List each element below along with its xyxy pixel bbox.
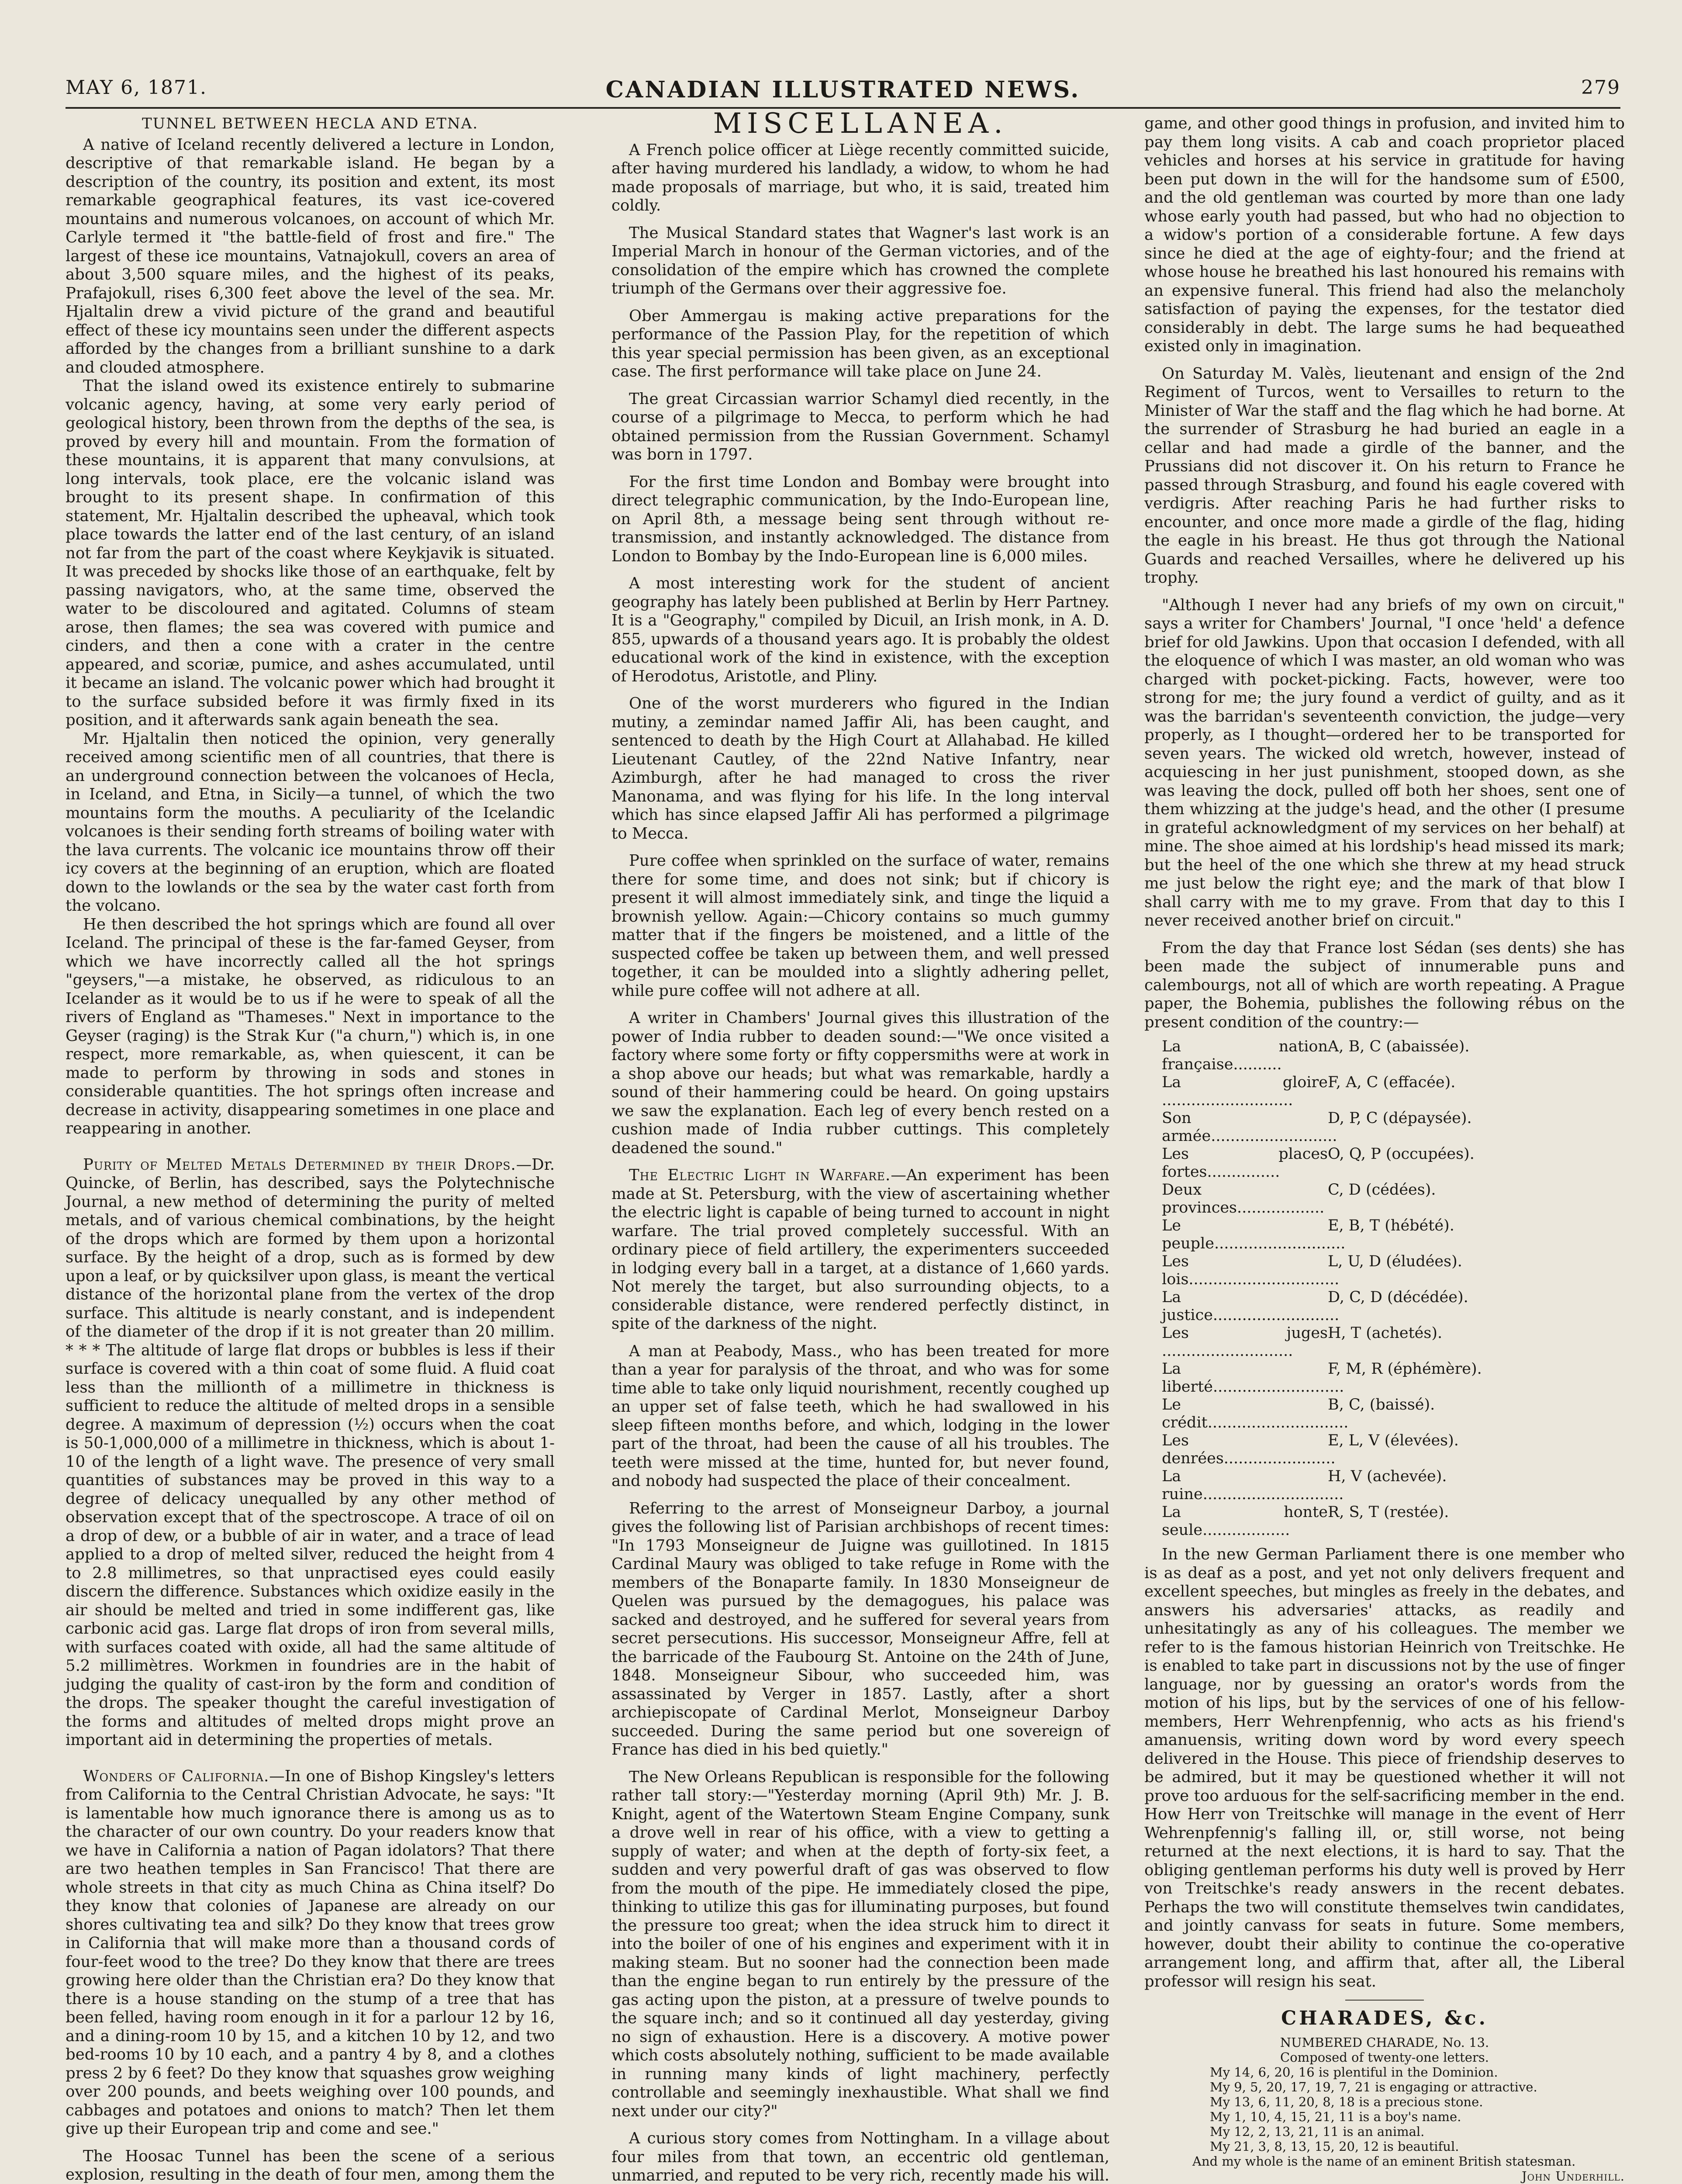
purity-title: Purity of Melted Metals Determined by their Drops. xyxy=(83,1155,516,1174)
column-3 xyxy=(1144,114,1625,2184)
rebus-phrase: La gloire ........................... xyxy=(1162,1074,1328,1109)
tunnel-paragraph-2: That the island owed its existence entirely to submarine volcanic agency, having, at some very early period of geological history, been thrown from the depths of the sea, is proved by every hill and mountain. From the formation of these mountains, it is apparent that many convulsions, at long intervals, took place, ere the volcanic island was brought to its present shape. In confirmation of this statement, Mr. Hjaltalin described the upheaval, which took place towards the latter end of the last century, of an island not far from the part of the coast where Keykjavik is situated. It was preceded by shocks like those of an earthquake, felt by passing navigators, who, at the same time, observed the water to be discoloured and agitated. Columns of steam arose, then flames; the sea was covered with pumice and cinders, and then a cone with a crater in the centre appeared, and scoriæ, pumice, and ashes accumulated, until it became an island. The volcanic power which had brought it to the surface subsided before it was firmly fixed in its position, and it afterwards sank again beneath the sea. xyxy=(66,377,555,729)
tunnel-paragraph-4: He then described the hot springs which are found all over Iceland. The principal of these is the far-famed Geyser, from which we have incorrectly called all the hot springs "geysers,"—a mistake, he observed, as ridiculous to an Icelander as it would be to us if he were to speak of all the rivers of England as "Thameses." Next in importance to the Geyser (raging) is the Strak Kur ("a churn,") which is, in one respect, more remarkable, as, when quiescent, it can be made to perform by throwing in sods and stones in considerable quantities. The hot springs often increase and decrease in activity, disappearing sometimes in one place and reappearing in another. xyxy=(66,915,555,1137)
rebus-letters: E, L, V (élevées). xyxy=(1328,1432,1459,1449)
hoosac-article: The Hoosac Tunnel has been the scene of a serious explosion, resulting in the death of four men, among them the xyxy=(66,2147,555,2184)
col3-paragraph-3: "Although I never had any briefs of my own on circuit," says a writer for Chambers' Journal, "I once 'held' a defence brief for old Jawkins. Upon that occasion I defended, with all the eloquence of which I was master, an old woman who was charged with pocket-picking. Facts, however, were too strong for me; the jury found a verdict of guilty, and as it was the barridan's seventeenth conviction, the judge—very properly, as I thought—ordered her to be transported for seven years. The wicked old wretch, however, instead of acquiescing in her just punishment, stooped down, as she was leaving the dock, pulled off both her shoes, sent one of them whizzing at the judge's head, and the other (I presume in grateful acknowledgment of my services on her behalf) at mine. The shoe aimed at his lordship's head missed its mark; but the heel of the one which she threw at my head struck me just below the right eye; and the mark of that blow I shall carry with me to my grave. From that day to this I never received another brief on circuit." xyxy=(1144,596,1625,930)
rebus-phrase: Deux provinces.................. xyxy=(1162,1181,1325,1216)
rebus-letters: F, M, R (éphémère). xyxy=(1328,1360,1482,1378)
rebus-phrase: La nation française.......... xyxy=(1162,1038,1328,1073)
rebus-row xyxy=(1162,1289,1625,1324)
rebus-letters: O, Q, P (occupées). xyxy=(1328,1145,1475,1163)
rebus-row xyxy=(1162,1253,1625,1289)
rebus-row xyxy=(1162,1217,1625,1253)
electric-light-title: The Electric Light in Warfare. xyxy=(629,1166,891,1184)
rebus-row xyxy=(1162,1038,1625,1074)
charade-line: My 21, 3, 8, 13, 15, 20, 12 is beautiful. xyxy=(1210,2139,1459,2154)
rebus-row xyxy=(1162,1432,1625,1468)
charades-heading: CHARADES, &c. xyxy=(1281,2007,1488,2029)
charade-line: My 12, 2, 13, 21, 11 is an animal. xyxy=(1210,2124,1425,2139)
rebus-phrase: Les places fortes............... xyxy=(1162,1145,1328,1181)
wonders-title: Wonders of California. xyxy=(83,1767,269,1785)
rebus-letters: L, U, D (éludées). xyxy=(1328,1253,1462,1270)
rebus-phrase: La justice.......................... xyxy=(1162,1289,1340,1324)
header-page-number: 279 xyxy=(1581,76,1620,99)
rebus-letters: D, P, C (dépaysée). xyxy=(1328,1109,1472,1127)
wonders-article xyxy=(66,1767,555,2139)
rebus-phrase: Le crédit............................. xyxy=(1162,1396,1349,1431)
misc-paragraph-7: One of the worst murderers who figured in the Indian mutiny, a zemindar named Jaffir Ali, has been caught, and sentenced to death by the High Court at Allahabad. He killed Lieutenant Cautley, of the 22nd Native Infantry, near Azimburgh, after he had managed to cross the river Manonama, and was flying for his life. In the long interval which has since elapsed Jaffir Ali has performed a pilgrimage to Mecca. xyxy=(611,695,1109,843)
rebus-row xyxy=(1162,1324,1625,1360)
rebus-letters: H, T (achetés). xyxy=(1328,1324,1443,1342)
charade-line: My 1, 10, 4, 15, 21, 11 is a boy's name. xyxy=(1210,2109,1461,2124)
rebus-phrase: La honte seule.................. xyxy=(1162,1503,1328,1539)
rebus-row xyxy=(1162,1503,1625,1539)
rebus-row xyxy=(1162,1145,1625,1181)
rebus-letters: R, S, T (restée). xyxy=(1328,1503,1449,1521)
miscellanea-title: MISCELLANEA. xyxy=(713,107,1008,140)
rebus-phrase: Son armée.......................... xyxy=(1162,1109,1337,1145)
rebus-row xyxy=(1162,1468,1625,1503)
page-header xyxy=(66,76,1620,109)
rebus-phrase: La ruine............................. xyxy=(1162,1468,1344,1503)
column-2 xyxy=(611,107,1109,2184)
rebus-phrase: Les denrées....................... xyxy=(1162,1432,1336,1467)
misc-paragraph-9: A writer in Chambers' Journal gives this illustration of the power of India rubber to deaden sound:—"We once visited a factory where some forty or fifty coppersmiths were at work in a shop above our heads; but what was remarkable, hardly a sound of their hammering could be heard. On going upstairs we saw the explanation. Each leg of every bench rested on a cushion made of India rubber cuttings. This completely deadened the sound." xyxy=(611,1009,1109,1157)
charade-13-subtitle: Composed of twenty-one letters. xyxy=(1280,2049,1489,2065)
rebus-phrase: Les juges ........................... xyxy=(1162,1324,1328,1360)
tunnel-title: TUNNEL BETWEEN HECLA AND ETNA. xyxy=(142,115,479,132)
misc-paragraph-8: Pure coffee when sprinkled on the surface of water, remains there for some time, and does not sink; but if chicory is present it will almost immediately sink, and tinge the liquid a brownish yellow. Again:—Chicory contains so much gummy matter that if the fingers be moistened, and a little of the suspected coffee be taken up between them, and well pressed together, it can be moulded into a slightly adhering pellet, while pure coffee will not adhere at all. xyxy=(611,852,1109,1000)
misc-paragraph-1: A French police officer at Liège recently committed suicide, after having murdered his landlady, a widow, to whom he had made proposals of marriage, but who, it is said, treated him coldly. xyxy=(611,141,1109,214)
charade-13-signature: John Underhill. xyxy=(1522,2168,1625,2184)
misc-paragraph-6: A most interesting work for the student of ancient geography has lately been published at Berlin by Herr Partney. It is a "Geography," compiled by Dicuil, an Irish monk, in A. D. 855, upwards of a thousand years ago. It is probably the oldest educational work of the kind in existence, with the exception of Herodotus, Aristotle, and Pliny. xyxy=(611,574,1109,685)
rebus-letters: A, B, C (abaissée). xyxy=(1328,1038,1470,1055)
electric-light-article xyxy=(611,1166,1109,1334)
divider xyxy=(1345,2000,1424,2001)
col3-paragraph-4: From the day that France lost Sédan (ses dents) she has been made the subject of innumerable puns and calembourgs, not all of which are worth repeating. A Prague paper, the Bohemia, publishes the following rébus on the present condition of the country:— xyxy=(1144,939,1625,1031)
rebus-letters: F, A, C (effacée). xyxy=(1328,1074,1456,1091)
charade-line: My 14, 6, 20, 16 is plentiful in the Dominion. xyxy=(1210,2064,1498,2080)
misc-paragraph-12: Referring to the arrest of Monseigneur Darboy, a journal gives the following list of Parisian archbishops of recent times: "In 1793 Monseigneur de Juigne was guillotined. In 1815 Cardinal Maury was obliged to take refuge in Rome with the members of the Bonaparte family. In 1830 Monseigneur de Quelen was pursued by the demagogues, his palace was sacked and destroyed, and he suffered for several years from secret persecutions. His successor, Monseigneur Affre, fell at the barricade of the Faubourg St. Antoine on the 24th of June, 1848. Monseigneur Sibour, who succeeded him, was assassinated by Verger in 1857. Lastly, after a short archiepiscopate of Cardinal Merlot, Monseigneur Darboy succeeded. During the same period but one sovereign of France has died in his bed quietly." xyxy=(611,1499,1109,1759)
rebus-phrase: La liberté........................... xyxy=(1162,1360,1344,1396)
rebus-letters: D, C, D (décédée). xyxy=(1328,1289,1468,1306)
purity-body: —Dr. Quincke, of Berlin, has described, says the Polytechnische Journal, a new method of determining the purity of melted metals, and of various chemical combinations, by the height of the drops which are formed by them upon a horizontal surface. By the height of a drop, such as is formed by dew upon a leaf, or by quicksilver upon glass, is meant the vertical distance of the horizontal plane from the vertex of the drop surface. This altitude is nearly constant, and is independent of the diameter of the drop if it is not greater than 20 millim. * * * The altitude of large flat drops or bubbles is less if their surface is covered with a thin coat of some fluid. A fluid coat less than the millionth of a millimetre in thickness is sufficient to reduce the altitude of melted drops in a sensible degree. A maximum of depression (½) occurs when the coat is 50-1,000,000 of a millimetre in thickness, which is about 1-10 of the length of a light wave. The presence of very small quantities of substances may be proved in this way to a degree of delicacy unequalled by any other method of observation except that of the spectroscope. A trace of oil on a drop of dew, or a bubble of air in water, and a trace of lead applied to a drop of melted silver, reduced the height from 4 to 2.8 millimetres, so that unpractised eyes could easily discern the difference. Substances which oxidize easily in the air should be melted and tried in some indifferent gas, like carbonic acid gas. Large flat drops of iron from several mills, with surfaces coated with oxide, all had the same altitude of 5.2 millimètres. Workmen in foundries are in the habit of judging the quality of cast-iron by the form and condition of the drops. The speaker thought the careful investigation of the forms and altitudes of melted drops might prove an important aid in determining the properties of metals. xyxy=(66,1155,555,1749)
header-date: MAY 6, 1871. xyxy=(66,76,207,99)
tunnel-paragraph-1: A native of Iceland recently delivered a lecture in London, descriptive of that remarkable island. He began by a description of the country, its position and extent, its most remarkable geographical features, its vast ice-covered mountains and numerous volcanoes, on account of which Mr. Carlyle termed it "the battle-field of frost and fire." The largest of these ice mountains, Vatnajokull, covers an area of about 3,500 square miles, and the highest of its peaks, Prafajokull, rises 6,300 feet above the level of the sea. Mr. Hjaltalin drew a vivid picture of the grand and beautiful effect of these icy mountains seen under the different aspects afforded by the changes from a brilliant sunshine to a dark and clouded atmosphere. xyxy=(66,135,555,377)
rebus-letters: E, B, T (hébété). xyxy=(1328,1217,1454,1234)
misc-paragraph-11: A man at Peabody, Mass., who has been treated for more than a year for paralysis of the throat, and who was for some time able to take only liquid nourishment, recently coughed up an upper set of false teeth, which he had swallowed in his sleep fifteen months before, and which, lodging in the lower part of the throat, had been the cause of all his troubles. The teeth were missed at the time, hunted for, but never found, and nobody had suspected the place of their concealment. xyxy=(611,1342,1109,1490)
rebus-row xyxy=(1162,1074,1625,1109)
charade-line: My 9, 5, 20, 17, 19, 7, 21 is engaging or attractive. xyxy=(1210,2079,1537,2094)
misc-paragraph-4: The great Circassian warrior Schamyl died recently, in the course of a pilgrimage to Mecca, to perform which he had obtained permission from the Russian Government. Schamyl was born in 1797. xyxy=(611,390,1109,463)
misc-paragraph-13: The New Orleans Republican is responsible for the following rather tall story:—"Yesterday morning (April 9th) Mr. J. B. Knight, agent of the Watertown Steam Engine Company, sunk a drove well in rear of his office, with a view to getting a supply of water; and when at the depth of forty-six feet, a sudden and very powerful draft of gas was observed to flow from the mouth of the pipe. He immediately closed the pipe, thinking to utilize this gas for illuminating purposes, but found the pressure too great; when the idea struck him to direct it into the boiler of one of his engines and experiment with it in making steam. But no sooner had the connection been made than the engine began to run entirely by the pressure of the gas acting upon the piston, at a pressure of twelve pounds to the square inch; and so it continued all day yesterday, giving no sign of exhaustion. Here is a discovery. A motive power which costs absolutely nothing, sufficient to be made available in running many kinds of light machinery, perfectly controllable and seemingly inexhaustible. What shall we find next under our city?" xyxy=(611,1768,1109,2120)
header-title: CANADIAN ILLUSTRATED NEWS. xyxy=(605,76,1081,103)
rebus-letters: H, V (achevée). xyxy=(1328,1468,1447,1485)
column-1 xyxy=(66,114,555,2184)
rebus-letters: C, D (cédées). xyxy=(1328,1181,1436,1199)
misc-paragraph-14: A curious story comes from Nottingham. In a village about four miles from that town, an eccentric old gentleman, unmarried, and reputed to be very rich, recently made his will. xyxy=(611,2129,1109,2184)
rebus-letters: B, C, (baissé). xyxy=(1328,1396,1435,1413)
misc-paragraph-5: For the first time London and Bombay were brought into direct telegraphic communication, by the Indo-European line, on April 8th, a message being sent through without re-transmission, and instantly acknowledged. The distance from London to Bombay by the Indo-European line is 6,000 miles. xyxy=(611,473,1109,565)
col3-paragraph-5: In the new German Parliament there is one member who is as deaf as a post, and yet not only delivers frequent and excellent speeches, but mingles as freely in the debates, and answers his adversaries' attacks, as readily and unhesitatingly as any of his colleagues. The member we refer to is the famous historian Heinrich von Treitschke. He is enabled to take part in discussions not by the use of finger language, nor by guessing an orator's words from the motion of his lips, but by the services of one of his fellow-members, Herr Wehrenpfennig, who acts as his friend's amanuensis, writing down word by word every speech delivered in the House. This piece of friendship deserves to be admired, but it may be questioned whether it will not prove too arduous for the self-sacrificing member in the end. How Herr von Treitschke will manage in the event of Herr Wehrenpfennig's falling ill, or, still worse, not being returned at the next elections, it is hard to say. That the obliging gentleman performs his duty well is proved by Herr von Treitschke's ready answers in the recent debates. Perhaps the two will constitute themselves twin candidates, and jointly canvass for seats in future. Some members, however, doubt their ability to continue the co-operative arrangement long, and affirm that, after all, the Liberal professor will resign his seat. xyxy=(1144,1545,1625,1990)
misc-paragraph-3: Ober Ammergau is making active preparations for the performance of the Passion Play, for the repetition of which this year special permission has been given, as an exceptional case. The first performance will take place on June 24. xyxy=(611,307,1109,380)
wonders-body: —In one of Bishop Kingsley's letters from California to the Central Christian Advocate, he says: "It is lamentable how much ignorance there is among us as to the character of our own country. Do your readers know that we have in California a nation of Pagan idolators? That there are two heathen temples in San Francisco! That there are whole streets in that city as much China as China itself? Do they know that colonies of Japanese are already on our shores cultivating tea and silk? Do they know that trees grow in California that will make more than a thousand cords of four-feet wood to the tree? Do they know that there are trees growing here older than the Christian era? Do they know that there is a house standing on the stump of a tree that has been felled, having room enough in it for a parlour 12 by 16, and a dining-room 10 by 15, and a kitchen 10 by 12, and two bed-rooms 10 by 10 each, and a pantry 4 by 8, and a clothes press 2 by 6 feet? Do they know that squashes grow weighing over 200 pounds, and beets weighing over 100 pounds, and cabbages and potatoes and onions to match? Then let them give up their European trip and come and see." xyxy=(66,1767,555,2138)
charade-13-lines xyxy=(1210,2065,1625,2154)
rebus-phrase: Le peuple........................... xyxy=(1162,1217,1346,1252)
col3-paragraph-1: game, and other good things in profusion, and invited him to pay them long visits. A cab and coach proprietor placed vehicles and horses at his service in gratitude for having been put down in the will for the handsome sum of £500, and the old gentleman was courted by more than one lady whose early youth had passed, but who had no objection to a widow's portion of a considerable fortune. A few days since he died at the age of eighty-four; and the friend at whose house he breathed his last honoured his remains with an expensive funeral. This friend had also the melancholy satisfaction of paying the expenses, for the testator died considerably in debt. The large sums he had bequeathed existed only in imagination. xyxy=(1144,114,1625,355)
charade-13-whole: And my whole is the name of an eminent British statesman. xyxy=(1192,2153,1576,2169)
tunnel-paragraph-3: Mr. Hjaltalin then noticed the opinion, very generally received among scientific men of all countries, that there is an underground connection between the volcanoes of Hecla, in Iceland, and Etna, in Sicily—a tunnel, of which the two mountains form the mouths. A peculiarity of the Icelandic volcanoes is their sending forth streams of boiling water with the lava currents. The volcanic ice mountains throw off their icy covers at the beginning of an eruption, which are floated down to the lowlands or the sea by the water cast forth from the volcano. xyxy=(66,729,555,915)
misc-paragraph-2: The Musical Standard states that Wagner's last work is an Imperial March in honour of the German victories, and of the consolidation of the empire which has crowned the complete triumph of the Germans over their aggressive foe. xyxy=(611,224,1109,297)
charade-line: My 13, 6, 11, 20, 8, 18 is a precious stone. xyxy=(1210,2094,1483,2109)
rebus-list xyxy=(1162,1038,1625,1539)
col3-paragraph-2: On Saturday M. Valès, lieutenant and ensign of the 2nd Regiment of Turcos, went to Versailles to return to the Minister of War the staff and the flag which he had borne. At the surrender of Strasburg he had buried an eagle in a cellar and had made a girdle of the banner, and the Prussians did not discover it. On his return to France he passed through Strasburg, and found his eagle covered with verdigris. After reaching Paris he had further risks to encounter, and once more made a girdle of the flag, hiding the eagle in his breast. He thus got through the National Guards and reached Versailles, where he delivered up his trophy. xyxy=(1144,364,1625,587)
purity-article xyxy=(66,1156,555,1750)
rebus-phrase: Les lois............................... xyxy=(1162,1253,1340,1288)
rebus-row xyxy=(1162,1109,1625,1145)
electric-light-body: —An experiment has been made at St. Petersburg, with the view of ascertaining whether the electric light is capable of being turned to account in night warfare. The trial proved completely successful. With an ordinary piece of field artillery, the experimenters succeeded in lodging every ball in a target, at a distance of 1,660 yards. Not merely the target, but also surrounding objects, to a considerable distance, were rendered perfectly distinct, in spite of the darkness of the night. xyxy=(611,1166,1109,1333)
rebus-row xyxy=(1162,1181,1625,1217)
charade-13-title: NUMBERED CHARADE, No. 13. xyxy=(1280,2035,1489,2050)
rebus-row xyxy=(1162,1396,1625,1432)
rebus-row xyxy=(1162,1360,1625,1396)
